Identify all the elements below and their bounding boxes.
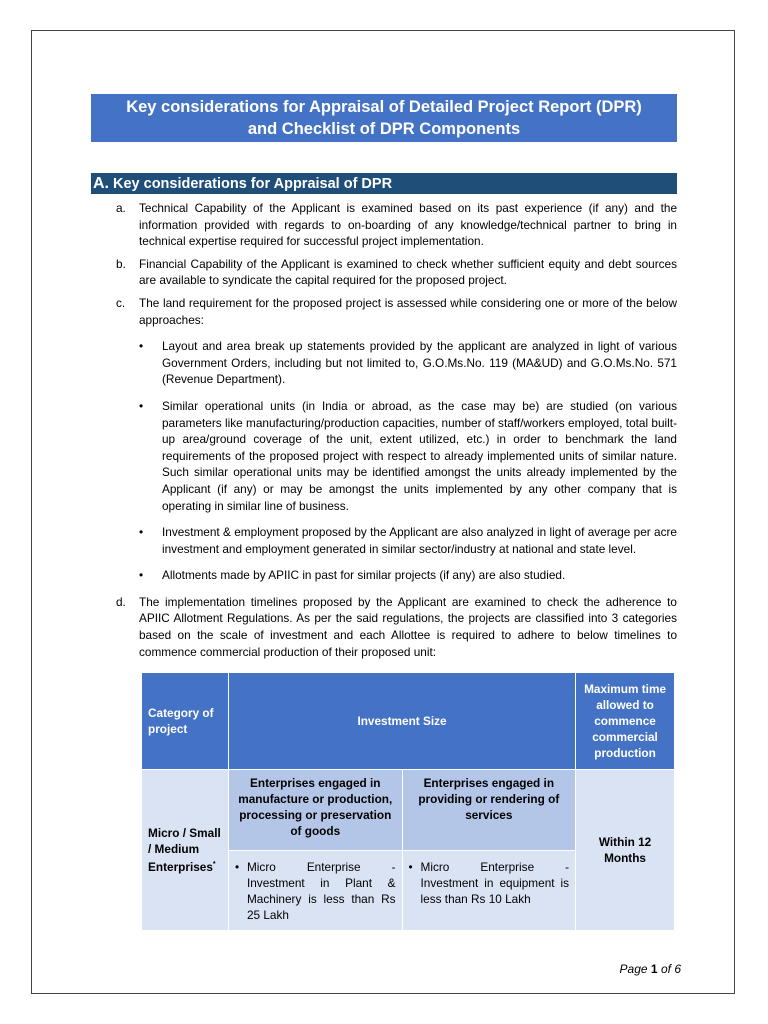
section-a-content	[91, 200, 677, 666]
table-header-row	[142, 673, 675, 770]
bullet-text: Micro Enterprise - Investment in Plant & Machinery is less than Rs 25 Lakh	[246, 860, 396, 922]
bullet-icon: •	[139, 398, 144, 413]
time-cell: Within 12 Months	[576, 770, 675, 931]
list-marker: a.	[116, 201, 126, 215]
list-item-d	[91, 594, 677, 660]
bullet-text: Micro Enterprise - Investment in equipment is less than Rs 10 Lakh	[420, 860, 570, 906]
bullet-icon: •	[139, 525, 144, 540]
bullet-item	[91, 398, 677, 514]
manufacture-bullet-cell	[228, 851, 402, 931]
list-item-a	[91, 200, 677, 250]
title-line-2: and Checklist of DPR Components	[247, 120, 521, 138]
bullet-text: Allotments made by APIIC in past for similar projects (if any) are also studied.	[162, 568, 566, 583]
list-item-text: Technical Capability of the Applicant is examined based on its past experience (if any) and the information provided with regards to on-boarding of any knowledge/technical partner to bring in technical expertise required for successful project implementation.	[139, 201, 677, 249]
bullet-icon: •	[408, 860, 413, 874]
bullet-item	[91, 567, 677, 584]
bullet-item	[235, 859, 396, 923]
list-item-c	[91, 295, 677, 328]
list-marker: b.	[116, 256, 126, 271]
section-title: Key considerations for Appraisal of DPR	[113, 176, 393, 192]
list-item-text: Financial Capability of the Applicant is examined to check whether sufficient equity and debt sources are available to syndicate the capital required for the proposed project.	[139, 256, 677, 288]
list-item-text: The land requirement for the proposed project is assessed while considering one or more of the below approaches:	[139, 295, 677, 327]
list-marker: d.	[116, 594, 126, 609]
category-cell	[142, 770, 229, 931]
services-bullet-cell	[402, 851, 576, 931]
title-line-1: Key considerations for Appraisal of Detailed Project Report (DPR)	[126, 98, 642, 116]
category-footnote-mark: *	[212, 861, 216, 869]
category-text: Micro / Small / Medium Enterprises	[148, 826, 221, 874]
bullet-text: Investment & employment proposed by the Applicant are also analyzed in light of average per acre investment and employment generated in similar sector/industry at national and state level.	[162, 525, 677, 556]
header-category: Category of project	[142, 673, 229, 770]
timeline-table	[141, 672, 675, 931]
bullet-icon: •	[139, 339, 144, 354]
page-number: 1	[650, 962, 658, 976]
bullet-icon: •	[234, 860, 240, 874]
list-marker: c.	[116, 295, 126, 310]
list-item-text: The implementation timelines proposed by the Applicant are examined to check the adherence to APIIC Allotment Regulations. As per the said regulations, the projects are classified into 3 categories based on the scale of investment and each Allottee is required to adhere to below timelines to commence commercial production of their proposed unit:	[139, 594, 677, 659]
page-label: Page	[619, 962, 648, 976]
subheader-services: Enterprises engaged in providing or rendering of services	[402, 770, 576, 851]
table-subheader-row	[142, 770, 675, 851]
bullet-item	[409, 859, 570, 907]
bullet-icon: •	[139, 568, 144, 583]
bullet-text: Layout and area break up statements provided by the applicant are analyzed in light of various Government Orders, including but not limited to, G.O.Ms.No. 119 (MA&UD) and G.O.Ms.No. 571 (Revenue Department).	[162, 339, 677, 387]
list-item-b	[91, 256, 677, 289]
section-a-heading	[91, 173, 677, 194]
document-title	[91, 94, 677, 142]
bullet-item	[91, 524, 677, 557]
page-footer	[620, 962, 681, 976]
bullet-text: Similar operational units (in India or abroad, as the case may be) are studied (on various parameters like manufacturing/production capacities, number of staff/workers employed, total built-up area/ground coverage of the unit, extent utilized, etc.) in order to benchmark the land requirements of the proposed project with respect to already implemented units of similar nature. Such similar operational units may be identified amongst the units already implemented by the Applicant (if any) or may be amongst the units implemented by any other company that is operating in similar line of business.	[162, 398, 677, 513]
of-label: of	[660, 962, 671, 976]
header-max-time: Maximum time allowed to commence commercial production	[576, 673, 675, 770]
bullet-item	[91, 338, 677, 388]
header-investment-size: Investment Size	[228, 673, 575, 770]
section-letter: A.	[93, 175, 109, 192]
subheader-manufacture: Enterprises engaged in manufacture or production, processing or preservation of goods	[228, 770, 402, 851]
page-total: 6	[674, 962, 681, 976]
